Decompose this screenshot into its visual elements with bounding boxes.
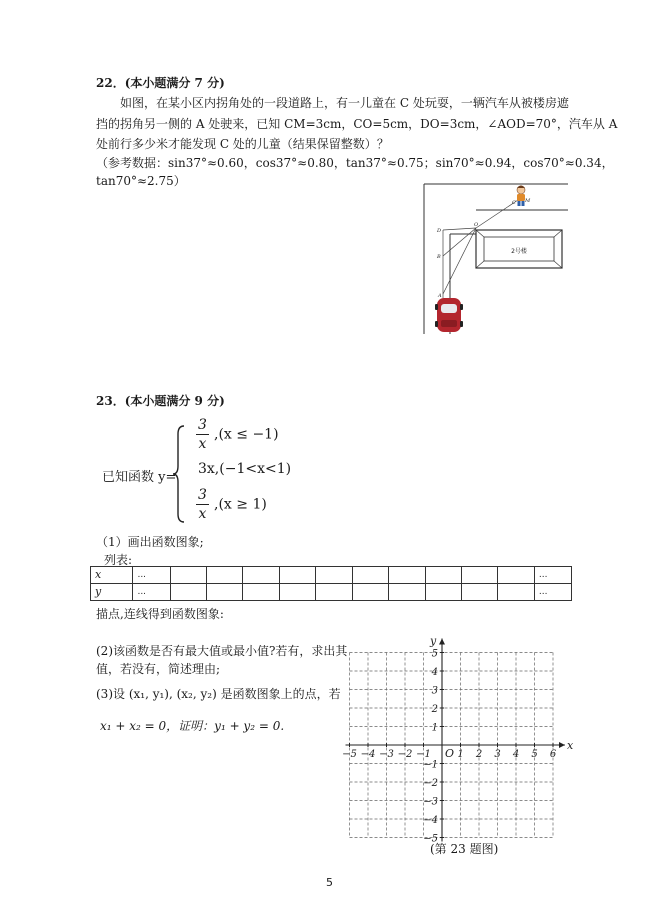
q23-list-label: 列表:: [104, 553, 133, 567]
label-O: O: [474, 222, 479, 228]
table-cell: [498, 584, 534, 601]
q22-heading: 22．(本小题满分 7 分): [96, 76, 225, 90]
y-tick-label: 2: [431, 704, 438, 715]
x-axis-arrow: [559, 742, 565, 748]
x-tick-label: −2: [397, 749, 413, 760]
piece-1-denominator: x: [198, 436, 207, 452]
label-A: A: [438, 293, 442, 299]
piece-2: 3x,(−1<x<1): [198, 461, 292, 477]
y-tick-label: −3: [423, 796, 438, 808]
child-icon: [517, 186, 525, 207]
x-tick-label: 6: [549, 749, 557, 760]
q22-line1: 如图，在某小区内拐角处的一段道路上，有一儿童在 C 处玩耍，一辆汽车从被楼房遮: [120, 96, 569, 110]
piecewise-brace: [172, 424, 188, 524]
q23-part2-line2: 值，若没有，简述理由;: [96, 662, 221, 676]
table-cell: [498, 567, 534, 584]
q22-ref2: tan70°≈2.75）: [96, 174, 186, 188]
table-row-y: [91, 584, 572, 601]
table-cell: ...: [133, 567, 170, 584]
table-cell: [279, 567, 315, 584]
y-axis-label: y: [430, 634, 437, 648]
x-tick-label: −5: [342, 749, 357, 760]
y-tick-label: −4: [423, 815, 438, 826]
piece-1: [196, 416, 279, 453]
table-cell: ...: [133, 584, 170, 601]
table-cell: [243, 567, 279, 584]
y-tick-label: −1: [423, 759, 438, 771]
table-cell: [170, 584, 206, 601]
car-icon: [435, 298, 463, 332]
page-number: 5: [326, 876, 333, 889]
figure-caption: (第 23 题图): [430, 842, 499, 856]
x-axis-label: x: [567, 739, 574, 752]
table-cell: [316, 584, 352, 601]
table-cell: [425, 567, 461, 584]
q23-part2-line1: (2)该函数是否有最大值或最小值?若有，求出其: [96, 644, 348, 658]
table-cell: [352, 584, 388, 601]
axes: [346, 639, 566, 842]
q23-part1: （1）画出函数图象;: [96, 535, 204, 549]
table-cell: [206, 584, 242, 601]
label-C: C: [512, 200, 516, 206]
table-row-x: [91, 567, 572, 584]
line-DO: [443, 228, 476, 230]
q23-heading: 23．(本小题满分 9 分): [96, 394, 225, 408]
tick-labels: [342, 635, 574, 843]
q23-part3-line2: x₁ + x₂ = 0，证明：y₁ + y₂ = 0.: [100, 719, 285, 733]
table-cell: [279, 584, 315, 601]
q22-line3: 处前行多少米才能发现 C 处的儿童（结果保留整数）？: [96, 137, 389, 151]
label-B: B: [437, 254, 441, 260]
table-cell: [389, 567, 425, 584]
table-cell: [316, 567, 352, 584]
x-tick-label: 1: [457, 749, 464, 760]
building-label: 2号楼: [511, 248, 527, 255]
y-axis-arrow: [439, 639, 445, 645]
x-tick-label: −1: [416, 749, 431, 760]
q22-figure: [420, 180, 572, 338]
table-cell: ...: [534, 567, 571, 584]
line-OB: [443, 228, 476, 256]
table-cell: [425, 584, 461, 601]
x-tick-label: 3: [494, 749, 501, 760]
x-tick-label: 4: [512, 749, 520, 760]
piece-3-condition: ,(x ≥ 1): [214, 496, 267, 513]
label-D: D: [437, 228, 442, 234]
x-tick-label: −3: [379, 749, 394, 760]
table-cell: ...: [534, 584, 571, 601]
origin-label: O: [445, 747, 455, 760]
x-tick-label: −4: [360, 749, 376, 760]
q23-part3-line1: (3)设 (x₁, y₁), (x₂, y₂) 是函数图象上的点，若: [96, 687, 341, 701]
piece-1-condition: ,(x ≤ −1): [214, 426, 279, 443]
coordinate-grid: [336, 612, 576, 842]
piece-3: [196, 486, 267, 523]
label-M: M: [525, 198, 531, 204]
q22-line2: 挡的拐角另一侧的 A 处驶来，已知 CM=3cm，CO=5cm，DO=3cm，∠AOD=70°，汽车从 A: [96, 117, 618, 131]
value-table: [90, 566, 572, 601]
x-tick-label: 5: [531, 749, 538, 760]
piece-3-numerator: 3: [198, 487, 207, 503]
y-tick-label: 5: [431, 648, 438, 660]
table-cell: [170, 567, 206, 584]
table-cell: [462, 567, 498, 584]
q23-intro: 已知函数 y=: [102, 470, 177, 485]
q23-plot-text: 描点,连线得到函数图象:: [96, 607, 224, 621]
table-cell: [462, 584, 498, 601]
line-OA: [443, 228, 476, 294]
table-cell: [206, 567, 242, 584]
y-tick-label: 3: [431, 685, 438, 697]
x-tick-label: 2: [475, 749, 483, 760]
piece-1-numerator: 3: [198, 417, 207, 433]
table-cell: [243, 584, 279, 601]
table-cell: y: [91, 584, 133, 601]
table-cell: [352, 567, 388, 584]
y-tick-label: 4: [431, 667, 438, 678]
y-tick-label: 1: [431, 722, 438, 734]
q22-ref1: （参考数据：sin37°≈0.60，cos37°≈0.80，tan37°≈0.75；sin70°≈0.94，cos70°≈0.34，: [96, 156, 614, 170]
y-tick-label: −2: [423, 778, 438, 789]
y-tick-label: −5: [423, 833, 438, 842]
piece-3-denominator: x: [198, 506, 207, 522]
table-cell: x: [91, 567, 133, 584]
table-cell: [389, 584, 425, 601]
